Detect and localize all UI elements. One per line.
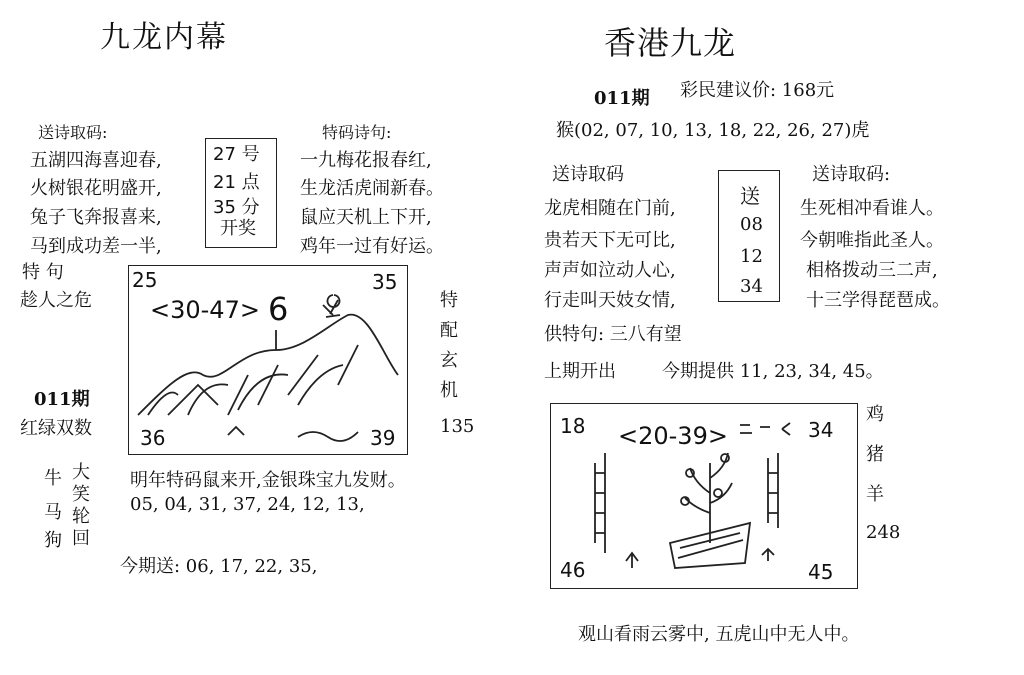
zodiac-col1-2: 马 bbox=[44, 502, 62, 523]
right-monkey-line: 猴(02, 07, 10, 13, 18, 22, 26, 27)虎 bbox=[556, 120, 870, 141]
left-poem-line-3: 兔子飞奔报喜来, bbox=[30, 207, 162, 228]
zodiac-col2-3: 轮 bbox=[72, 506, 90, 527]
left-vertical-1: 特 bbox=[440, 290, 458, 311]
zodiac-col1-3: 狗 bbox=[44, 530, 62, 551]
right-poem-right-line-3: 相格拨动三二声, bbox=[806, 260, 938, 281]
zodiac-col2-2: 笑 bbox=[72, 484, 90, 505]
send-box-num-2: 12 bbox=[740, 246, 763, 267]
special-phrase: 趁人之危 bbox=[20, 290, 92, 311]
right-poem-line-3: 声声如泣动人心, bbox=[544, 260, 676, 281]
left-vertical-2: 配 bbox=[440, 320, 458, 341]
right-footer: 观山看雨云雾中, 五虎山中无人中。 bbox=[578, 624, 860, 645]
left-poem-right-line-1: 一九梅花报春红, bbox=[300, 150, 432, 171]
right-pic-corner-tr: 34 bbox=[808, 418, 834, 442]
right-issue: 011期 bbox=[594, 88, 650, 109]
left-vertical-4: 机 bbox=[440, 380, 458, 401]
left-pic-range: <30-47> bbox=[150, 296, 260, 324]
right-poem-line-2: 贵若天下无可比, bbox=[544, 230, 676, 251]
left-poem-line-4: 马到成功差一半, bbox=[30, 236, 162, 257]
send-box-num-1: 08 bbox=[740, 214, 763, 235]
draw-time-line-2: 21 点 bbox=[213, 172, 260, 193]
right-vertical-2: 猪 bbox=[866, 444, 884, 465]
left-pic-corner-tr: 35 bbox=[372, 270, 398, 294]
left-numbers-line: 05, 04, 31, 37, 24, 12, 13, bbox=[130, 494, 365, 515]
zodiac-col1-1: 牛 bbox=[44, 468, 62, 489]
send-box-title: 送 bbox=[740, 184, 760, 208]
left-pic-digit: 6 bbox=[268, 290, 289, 328]
right-pic-corner-bl: 46 bbox=[560, 558, 586, 582]
zodiac-col2-1: 大 bbox=[72, 462, 90, 483]
right-today-supply: 今期提供 11, 23, 34, 45。 bbox=[662, 361, 884, 382]
left-poem-line-2: 火树银花明盛开, bbox=[30, 178, 162, 199]
left-sentence: 明年特码鼠来开,金银珠宝九发财。 bbox=[130, 470, 406, 491]
right-poem-left-header: 送诗取码 bbox=[552, 164, 624, 185]
right-pic-range: <20-39> bbox=[618, 422, 728, 450]
right-poem-right-line-1: 生死相冲看谁人。 bbox=[800, 198, 944, 219]
left-poem-left-header: 送诗取码: bbox=[38, 123, 108, 142]
right-poem-right-line-4: 十三学得琵琶成。 bbox=[806, 290, 950, 311]
left-poem-right-header: 特码诗句: bbox=[322, 123, 392, 142]
right-poem-right-line-2: 今朝唯指此圣人。 bbox=[800, 230, 944, 251]
right-vertical-number: 248 bbox=[866, 522, 901, 543]
zodiac-col2-4: 回 bbox=[72, 528, 90, 549]
right-pic-plant bbox=[550, 403, 856, 587]
right-vertical-1: 鸡 bbox=[866, 404, 884, 425]
left-pic-corner-bl: 36 bbox=[140, 426, 166, 450]
left-pic-corner-tl: 25 bbox=[132, 268, 158, 292]
draw-time-line-3: 35 分 bbox=[213, 197, 260, 218]
left-today-send: 今期送: 06, 17, 22, 35, bbox=[120, 556, 318, 577]
right-pic-corner-br: 45 bbox=[808, 560, 834, 584]
right-special-phrase: 供特句: 三八有望 bbox=[544, 324, 682, 345]
left-pic-corner-br: 39 bbox=[370, 426, 396, 450]
special-label: 特 句 bbox=[22, 262, 64, 283]
left-poem-right-line-2: 生龙活虎闹新春。 bbox=[300, 178, 444, 199]
send-box-num-3: 34 bbox=[740, 276, 763, 297]
draw-time-line-4: 开奖 bbox=[220, 218, 256, 239]
left-issue: 011期 bbox=[34, 389, 90, 410]
right-pic-corner-tl: 18 bbox=[560, 414, 586, 438]
left-poem-line-1: 五湖四海喜迎春, bbox=[30, 150, 162, 171]
right-title: 香港九龙 bbox=[604, 24, 737, 62]
left-issue-sub: 红绿双数 bbox=[20, 418, 92, 439]
left-poem-right-line-4: 鸡年一过有好运。 bbox=[300, 236, 444, 257]
right-price: 彩民建议价: 168元 bbox=[680, 80, 835, 101]
left-vertical-3: 玄 bbox=[440, 350, 458, 371]
right-last-open: 上期开出 bbox=[544, 361, 616, 382]
left-poem-right-line-3: 鼠应天机上下开, bbox=[300, 207, 432, 228]
right-poem-right-header: 送诗取码: bbox=[812, 164, 891, 185]
right-poem-line-4: 行走叫天妓女情, bbox=[544, 290, 676, 311]
left-vertical-number: 135 bbox=[440, 416, 475, 437]
left-pic-mountains bbox=[128, 265, 406, 453]
draw-time-line-1: 27 号 bbox=[213, 144, 260, 165]
left-title: 九龙内幕 bbox=[100, 20, 228, 55]
right-poem-line-1: 龙虎相随在门前, bbox=[544, 198, 676, 219]
right-vertical-3: 羊 bbox=[866, 484, 884, 505]
